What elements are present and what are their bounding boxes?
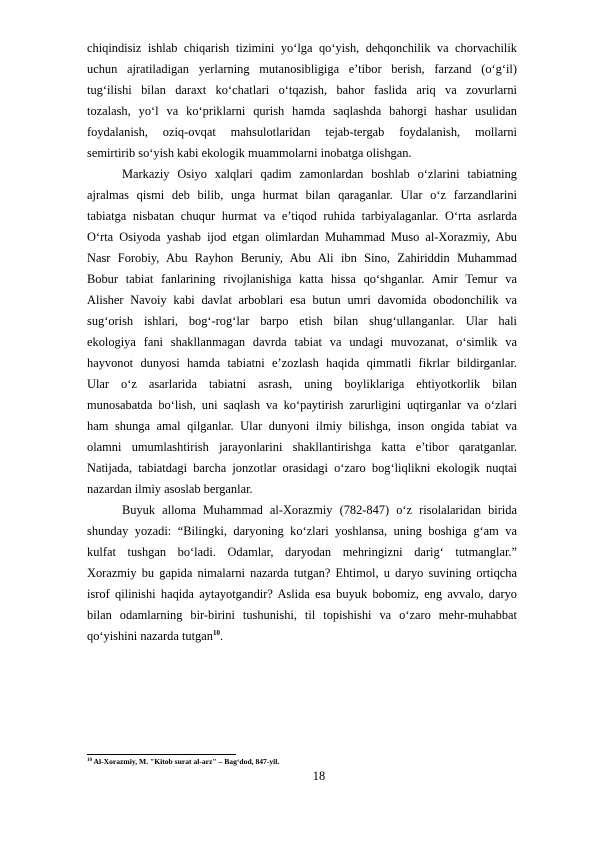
text-line: olamni umumlashtirish jarayonlarini shakllantirishga katta e’tibor qaratganlar.	[87, 440, 517, 454]
text-line: Alisher Navoiy kabi davlat arboblari esa butun umri davomida obodonchilik va	[87, 293, 517, 307]
text-line: isrof qilinishi haqida aytayotgandir? Aslida esa buyuk bobomiz, eng avvalo, daryo	[87, 587, 517, 601]
text-line: chiqindisiz ishlab chiqarish tizimini yo‘lga qo‘yish, dehqonchilik va chorvachilik	[87, 41, 517, 55]
footnote-reference[interactable]: 10	[212, 629, 220, 637]
text-line: Ular o‘z asarlarida tabiatni asrash, uning boyliklariga ehtiyotkorlik bilan	[87, 377, 517, 391]
text-line: kulfat tushgan bo‘ladi. Odamlar, daryodan mehringizni darig‘ tutmanglar.”	[87, 545, 517, 559]
text-line: ekologiya fani shakllanmagan davrda tabiat va undagi muvozanat, o‘simlik va	[87, 335, 517, 349]
footnote	[87, 757, 279, 767]
text-line: nazardan ilmiy asoslab berganlar.	[87, 482, 253, 496]
text-line: hayvonot dunyosi hamda tabiatni e’zozlash haqida qimmatli fikrlar bildirganlar.	[87, 356, 517, 370]
text-line: shunday yozadi: “Bilingki, daryoning ko‘zlari yoshlansa, uning boshiga g‘am va	[87, 524, 517, 538]
text-line: uchun ajratiladigan yerlarning mutanosibligiga e’tibor berish, farzand (o‘g‘il)	[87, 62, 517, 76]
text-line: Bobur tabiat fanlarining rivojlanishiga katta hissa qo‘shganlar. Amir Temur va	[87, 272, 517, 286]
text-line: Nasr Forobiy, Abu Rayhon Beruniy, Abu Ali ibn Sino, Zahiriddin Muhammad	[87, 251, 517, 265]
text-line	[87, 629, 517, 643]
text-line: bilan odamlarning bir-birini tushunishi, til topishishi va o‘zaro mehr-muhabbat	[87, 608, 517, 622]
text-line-content: qo‘yishini nazarda tutgan	[87, 629, 213, 643]
text-line: Natijada, tabiatdagi barcha jonzotlar orasidagi o‘zaro bog‘liqlikni ekologik nuqtai	[87, 461, 517, 475]
text-line: Markaziy Osiyo xalqlari qadim zamonlardan boshlab o‘zlarini tabiatning	[122, 167, 517, 181]
text-line: O‘rta Osiyoda yashab ijod etgan olimlardan Muhammad Muso al-Xorazmiy, Abu	[87, 230, 517, 244]
page-number: 18	[312, 769, 326, 783]
text-line: munosabatda bo‘lish, uni saqlash va ko‘paytirish zarurligini uqtirganlar va o‘zlari	[87, 398, 517, 412]
footnote-marker: 10	[87, 758, 92, 763]
text-line: sug‘orish ishlari, bog‘-rog‘lar barpo etish bilan shug‘ullanganlar. Ular hali	[87, 314, 517, 328]
sentence-end: .	[219, 629, 224, 643]
text-line: tozalash, yo‘l va ko‘priklarni qurish hamda saqlashda bahorgi hashar usulidan	[87, 104, 517, 118]
text-line: Buyuk alloma Muhammad al-Xorazmiy (782-847) o‘z risolalaridan birida	[122, 503, 517, 517]
text-line: tabiatga nisbatan chuqur hurmat va e’tiqod ruhida tarbiyalaganlar. O‘rta asrlarda	[87, 209, 517, 223]
text-line: semirtirib so‘yish kabi ekologik muammolarni inobatga olishgan.	[87, 146, 412, 160]
text-line: Xorazmiy bu gapida nimalarni nazarda tutgan? Ehtimol, u daryo suvining ortiqcha	[87, 566, 517, 580]
footnote-text: Al-Xorazmiy, M. "Kitob surat al-arz" – Bag‘dod, 847-yil.	[92, 757, 280, 766]
text-line: ham shunga amal qilganlar. Ular dunyoni ilmiy bilishga, inson ongida tabiat va	[87, 419, 517, 433]
text-line: foydalanish, oziq-ovqat mahsulotlaridan tejab-tergab foydalanish, mollarni	[87, 125, 517, 139]
footnote-separator	[87, 754, 236, 755]
text-line: tug‘ilishi bilan daraxt ko‘chatlari o‘tqazish, bahor faslida ariq va zovurlarni	[87, 83, 517, 97]
text-line: ajralmas qismi deb bilib, unga hurmat bilan qaraganlar. Ular o‘z farzandlarini	[87, 188, 517, 202]
